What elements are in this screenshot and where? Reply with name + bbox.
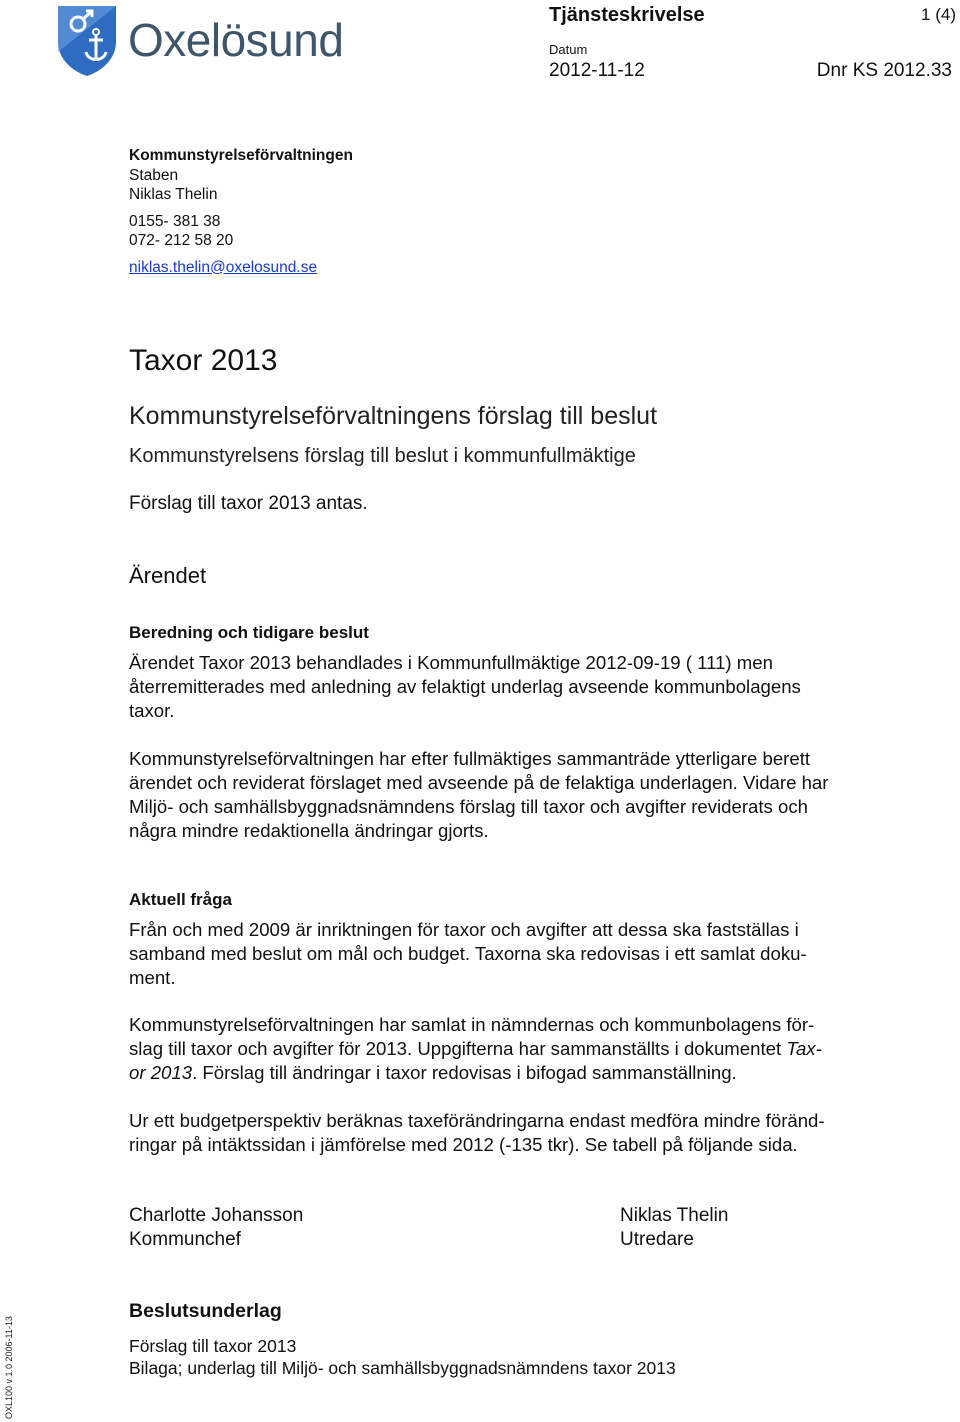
form-code: OXL100 v 1.0 2006-11-13 [4,1316,14,1419]
paragraph-aktuell-1 [129,918,909,990]
text-line: ringar på intäktssidan i jämförelse med 2012 (-135 tkr). Se tabell på följande sida. [129,1134,798,1155]
text-line: or 2013. Förslag till ändringar i taxor redovisas i bifogad sammanställning. [129,1062,737,1083]
paragraph-beredning-2 [129,747,909,843]
sender-org: Kommunstyrelseförvaltningen [129,147,353,164]
text-line: Från och med 2009 är inriktningen för taxor och avgifter att dessa ska fastställas i [129,919,799,940]
coat-of-arms-icon [56,4,118,78]
document-reference: Tax- [786,1038,822,1059]
document-date: 2012-11-12 [549,60,645,81]
text-line: ment. [129,967,176,988]
document-subtitle: Kommunstyrelseförvaltningens förslag till beslut [129,402,658,430]
diary-number: Dnr KS 2012.33 [816,60,952,81]
signatory-name: Niklas Thelin [620,1205,729,1226]
signatory-name: Charlotte Johansson [129,1205,304,1226]
sender-unit: Staben [129,166,179,184]
paragraph-aktuell-3 [129,1109,909,1157]
logo-wordmark: Oxelösund [128,14,344,66]
text-line: taxor. [129,700,175,721]
proposal-text: Förslag till taxor 2013 antas. [129,493,368,514]
text-line: återremitterades med anledning av felaktigt underlag avseende kommunbolagens [129,676,801,697]
document-reference: or 2013 [129,1062,193,1083]
text-line: samband med beslut om mål och budget. Taxorna ska redovisas i ett samlat doku- [129,943,807,964]
attachment-item: Förslag till taxor 2013 [129,1336,297,1356]
heading-aktuell-fraga: Aktuell fråga [129,890,232,909]
heading-beredning: Beredning och tidigare beslut [129,623,369,642]
sender-mobile: 072- 212 58 20 [129,232,234,249]
attachment-item: Bilaga; underlag till Miljö- och samhällsbyggnadsnämndens taxor 2013 [129,1358,676,1378]
signatory-title: Kommunchef [129,1229,241,1250]
sender-block [129,146,353,277]
signature-utredare [620,1204,728,1252]
sender-name: Niklas Thelin [129,186,218,203]
sender-email-link[interactable]: niklas.thelin@oxelosund.se [129,258,318,276]
page-indicator: 1 (4) [921,5,956,24]
attachment-list [129,1335,676,1379]
text-line: ärendet och reviderat förslaget med avseende på de felaktiga underlagen. Vidare har [129,772,829,793]
sender-phone: 0155- 381 38 [129,212,221,230]
text-line: Kommunstyrelseförvaltningen har samlat in nämndernas och kommunbolagens för- [129,1014,815,1035]
signature-kommunchef [129,1204,303,1252]
signatory-title: Utredare [620,1229,694,1250]
council-proposal-heading: Kommunstyrelsens förslag till beslut i kommunfullmäktige [129,445,636,467]
paragraph-beredning-1 [129,651,909,723]
text-line: Ur ett budgetperspektiv beräknas taxeförändringarna endast medföra mindre föränd- [129,1110,825,1131]
document-type: Tjänsteskrivelse [549,4,705,26]
document-title: Taxor 2013 [129,344,278,377]
text-line: slag till taxor och avgifter för 2013. Uppgifterna har sammanställts i dokumentet Tax- [129,1038,822,1059]
text-line: några mindre redaktionella ändringar gjorts. [129,820,489,841]
text-line: Kommunstyrelseförvaltningen har efter fullmäktiges sammanträde ytterligare berett [129,748,811,769]
paragraph-aktuell-2 [129,1013,909,1085]
date-label: Datum [549,42,588,57]
text-line: Miljö- och samhällsbyggnadsnämndens förslag till taxor och avgifter reviderats och [129,796,808,817]
heading-beslutsunderlag: Beslutsunderlag [129,1300,282,1322]
text-line: Ärendet Taxor 2013 behandlades i Kommunfullmäktige 2012-09-19 ( 111) men [129,652,773,673]
section-heading-arendet: Ärendet [129,563,207,588]
